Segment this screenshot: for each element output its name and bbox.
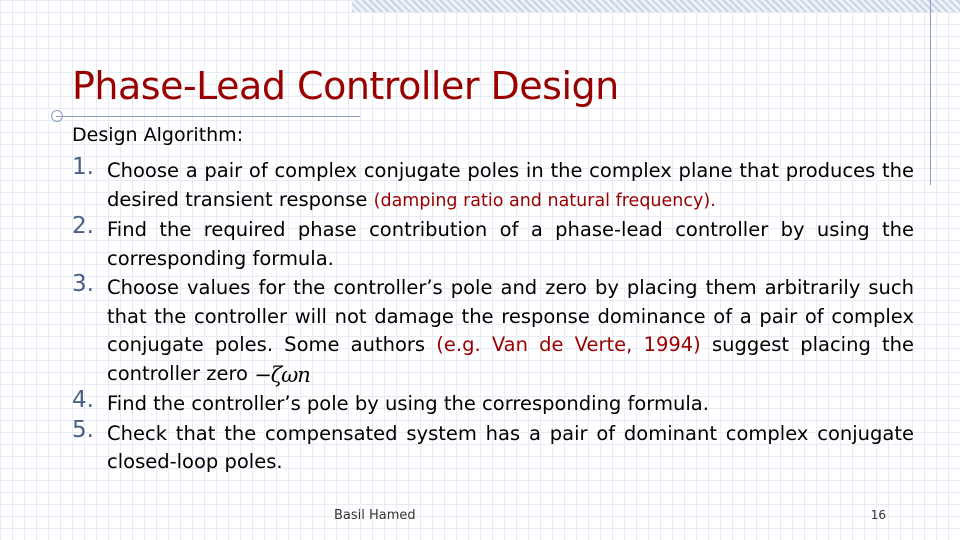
decorative-circle-marker [51,110,63,122]
list-item [72,213,914,273]
step-number: 2. [72,213,94,239]
page-number: 16 [870,508,886,522]
step-number: 5. [72,416,94,443]
step-text-part-a: Choose values for the controller’s pole and zero by placing them arbitrarily such that the controller will not damage the response dominance of a pair of complex conjugate poles. Some authors [107,276,914,356]
step-text [107,157,914,215]
list-item [72,387,914,419]
step-text-part-b: suggest placing the controller zero [107,333,915,385]
step-note: (damping ratio and natural frequency). [373,190,716,211]
intro-text: Design Algorithm: [72,124,244,146]
step-number: 4. [72,387,94,413]
steps-list [72,154,915,478]
decorative-horizontal-line [56,116,360,117]
list-item [72,271,915,389]
step-text: Check that the compensated system has a pair of dominant complex conjugate closed-loop poles. [107,421,914,473]
slide-title: Phase-Lead Controller Design [72,64,619,108]
list-item [72,416,914,477]
list-item [72,154,914,215]
step-text-main: Choose a pair of complex conjugate poles in the complex plane that produces the desired transient response [107,159,914,211]
decorative-hatch-band [352,0,960,12]
step-text: Find the controller’s pole by using the corresponding formula. [107,392,709,415]
formula-zeta-omega: −ζωn [254,362,310,387]
decorative-vertical-line [930,0,931,185]
step-text: Find the required phase contribution of a phase-lead controller by using the corresponding formula. [107,218,914,270]
citation: (e.g. Van de Verte, 1994) [436,333,701,356]
step-number: 1. [72,154,94,180]
step-text [107,274,914,389]
footer-author: Basil Hamed [334,508,416,523]
step-number: 3. [72,271,94,297]
